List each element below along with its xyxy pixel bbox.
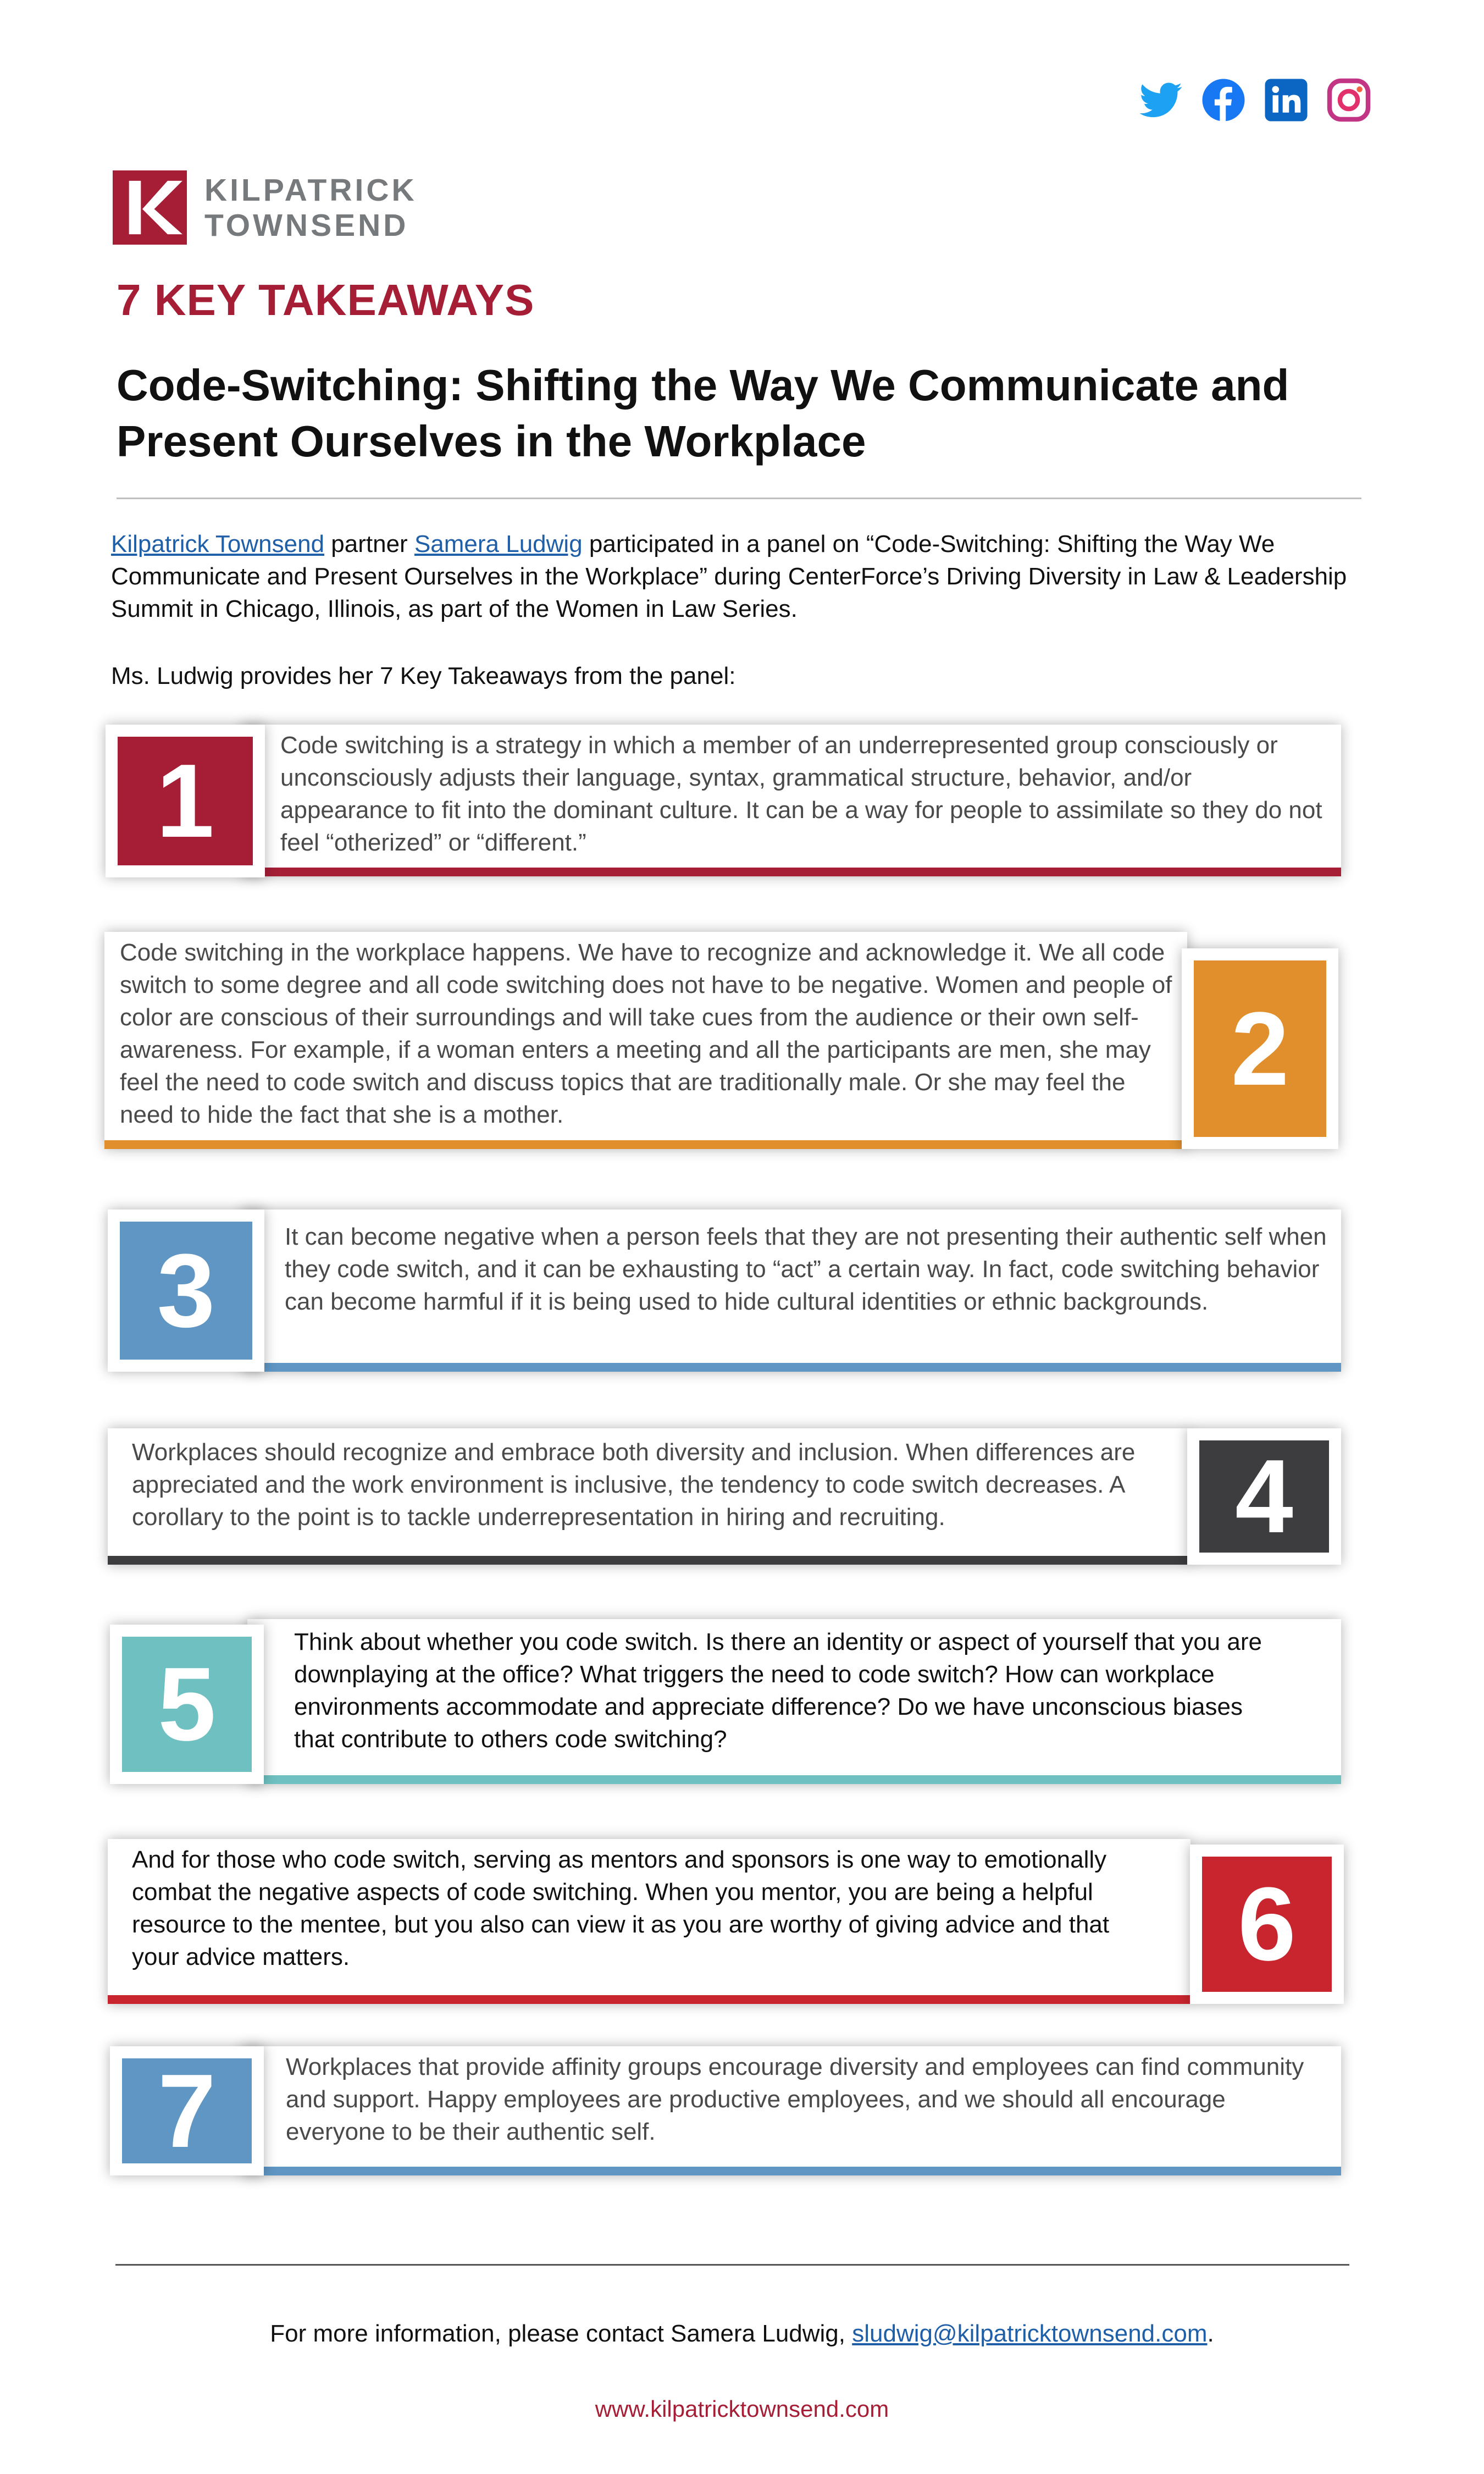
logo-line-2: TOWNSEND (204, 207, 409, 243)
takeaway-number-box-7 (110, 2046, 264, 2175)
linkedin-icon[interactable] (1263, 77, 1309, 123)
takeaway-number-7: 7 (122, 2058, 252, 2163)
takeaway-number-1: 1 (118, 737, 253, 865)
takeaway-number-box-3 (108, 1210, 264, 1372)
takeaway-number-box-5 (110, 1625, 264, 1784)
takeaway-number-box-6 (1190, 1845, 1344, 2004)
takeaway-text-1: Code switching is a strategy in which a member of an underrepresented group consciously or unconsciously adjusts their language, syntax, grammatical structure, behavior, and/or appearance to fit into the dominant culture. It can be a way for people to assimilate so they do not feel “otherized” or “different.” (280, 732, 1322, 856)
footer-divider (115, 2264, 1349, 2266)
takeaway-card-7 (242, 2046, 1341, 2175)
takeaway-card-6 (108, 1839, 1190, 2004)
takeaway-card-3 (242, 1210, 1341, 1372)
intro-text-1: partner (324, 531, 414, 557)
takeaway-bar-3 (242, 1363, 1341, 1372)
takeaway-text-5: Think about whether you code switch. Is there an identity or aspect of yourself that you are downplaying at the office? What triggers the need to code switch? How can workplace environments accommodate and appreciate difference? Do we have unconscious biases that contribute to others code switching? (294, 1628, 1262, 1753)
intro-text-2: participated in a panel on “Code-Switching: Shifting the Way We Communicate and Present Ourselves in the Workplace” during CenterForce’s Driving Diversity in Law & Leadership Summit in Chicago, Illinois, as part of the Women in Law Series. (111, 531, 1347, 622)
partner-link[interactable]: Samera Ludwig (414, 531, 583, 557)
divider (117, 498, 1361, 499)
takeaway-bar-5 (247, 1775, 1341, 1784)
intro-lead: Ms. Ludwig provides her 7 Key Takeaways from the panel: (111, 662, 736, 689)
takeaway-text-6: And for those who code switch, serving as mentors and sponsors is one way to emotionally combat the negative aspects of code switching. When you mentor, you are being a helpful resource to the mentee, but you also can view it as you are worthy of giving advice and that your advice matters. (132, 1846, 1110, 1970)
takeaway-text-3: It can become negative when a person feels that they are not presenting their authentic self when they code switch, and it can be exhausting to “act” a certain way. In fact, code switching behavior can become harmful if it is being used to hide cultural identities or ethnic backgrounds. (285, 1223, 1327, 1315)
contact-text: For more information, please contact Samera Ludwig, (270, 2320, 852, 2347)
instagram-icon[interactable] (1326, 77, 1372, 123)
takeaway-bar-4 (108, 1556, 1190, 1565)
website-link[interactable]: www.kilpatricktownsend.com (595, 2396, 889, 2422)
contact-end: . (1207, 2320, 1214, 2347)
takeaway-bar-1 (242, 868, 1341, 876)
takeaway-text-2: Code switching in the workplace happens. We have to recognize and acknowledge it. We all code switch to some degree and all code switching does not have to be negative. Women and people of color are conscious of their surroundings and will take cues from the audience or their own self-awareness. For example, if a woman enters a meeting and all the participants are men, she may feel the need to code switch and discuss topics that are traditionally male. Or she may feel the need to hide the fact that she is a mother. (120, 939, 1172, 1128)
takeaway-number-4: 4 (1199, 1440, 1329, 1553)
company-logo (113, 170, 417, 245)
takeaway-number-box-1 (106, 725, 265, 877)
facebook-icon[interactable] (1200, 77, 1247, 123)
takeaway-number-box-2 (1182, 948, 1338, 1149)
logo-line-1: KILPATRICK (204, 172, 417, 208)
takeaway-card-4 (108, 1428, 1190, 1565)
firm-link[interactable]: Kilpatrick Townsend (111, 531, 325, 557)
takeaway-bar-2 (104, 1140, 1187, 1149)
kilpatrick-logo-icon (113, 170, 187, 245)
takeaway-bar-6 (108, 1995, 1190, 2004)
section-kicker: 7 KEY TAKEAWAYS (117, 275, 535, 324)
takeaway-text-7: Workplaces that provide affinity groups encourage diversity and employees can find community and support. Happy employees are productive employees, and we should all encourage everyone to be their authentic self. (286, 2053, 1304, 2145)
contact-line (0, 2320, 1484, 2348)
twitter-icon[interactable] (1138, 77, 1184, 123)
takeaway-text-4: Workplaces should recognize and embrace both diversity and inclusion. When differences are appreciated and the work environment is inclusive, the tendency to code switch decreases. A corollary to the point is to tackle underrepresentation in hiring and recruiting. (132, 1439, 1136, 1531)
takeaway-number-3: 3 (120, 1222, 252, 1360)
takeaway-card-2 (104, 932, 1187, 1149)
takeaway-number-6: 6 (1202, 1857, 1332, 1992)
takeaway-card-1 (242, 725, 1341, 876)
takeaway-card-5 (247, 1619, 1341, 1784)
page-title: Code-Switching: Shifting the Way We Communicate and Present Ourselves in the Workplace (117, 361, 1289, 466)
takeaway-bar-7 (242, 2167, 1341, 2175)
contact-email-link[interactable]: sludwig@kilpatricktownsend.com (852, 2320, 1208, 2347)
takeaway-number-5: 5 (122, 1637, 252, 1772)
social-links (1138, 77, 1372, 123)
intro-paragraph (111, 528, 1353, 625)
takeaway-number-box-4 (1187, 1428, 1341, 1565)
takeaway-number-2: 2 (1194, 960, 1326, 1137)
